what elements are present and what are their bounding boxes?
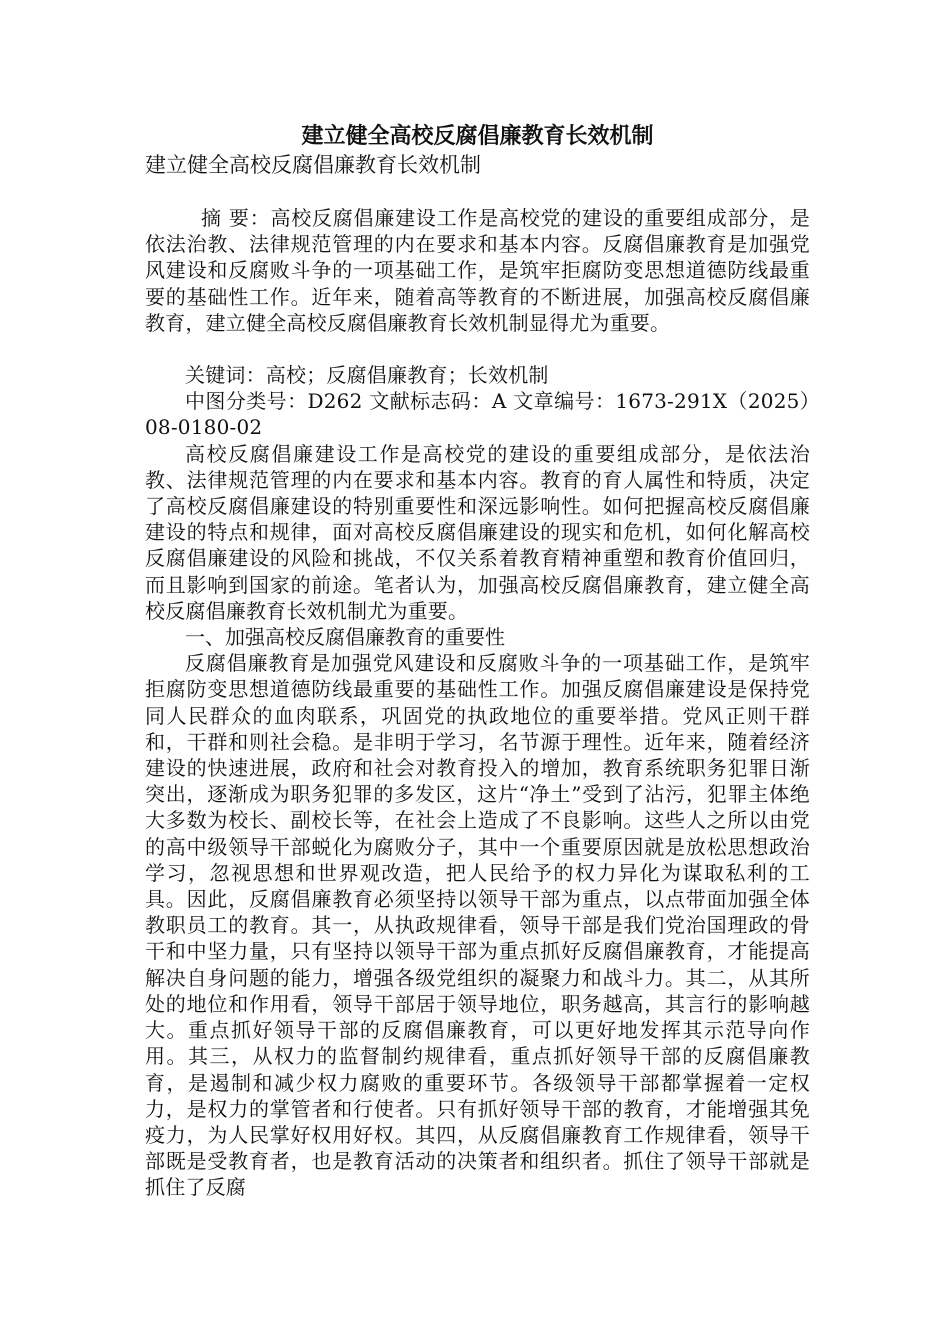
document-page — [145, 120, 810, 1201]
classification-line: 中图分类号：D262 文献标志码：A 文章编号：1673-291X（2025）08-0180-02 — [145, 389, 810, 440]
abstract-paragraph: 摘 要：高校反腐倡廉建设工作是高校党的建设的重要组成部分，是依法治教、法律规范管理的内在要求和基本内容。反腐倡廉教育是加强党风建设和反腐败斗争的一项基础工作，是筑牢拒腐防变思想道德防线最重要的基础性工作。近年来，随着高等教育的不断进展，加强高校反腐倡廉教育，建立健全高校反腐倡廉教育长效机制显得尤为重要。 — [145, 206, 810, 335]
keywords-line: 关键词：高校；反腐倡廉教育；长效机制 — [185, 363, 549, 388]
document-title: 建立健全高校反腐倡廉教育长效机制 — [301, 123, 654, 149]
section-heading: 一、加强高校反腐倡廉教育的重要性 — [185, 625, 505, 650]
document-subtitle: 建立健全高校反腐倡廉教育长效机制 — [145, 153, 481, 177]
section-body-paragraph: 反腐倡廉教育是加强党风建设和反腐败斗争的一项基础工作，是筑牢拒腐防变思想道德防线最重要的基础性工作。加强反腐倡廉建设是保持党同人民群众的血肉联系，巩固党的执政地位的重要举措。党风正则干群和，干群和则社会稳。是非明于学习，名节源于理性。近年来，随着经济建设的快速进展，政府和社会对教育投入的增加，教育系统职务犯罪日渐突出，逐渐成为职务犯罪的多发区，这片“净土”受到了沾污，犯罪主体绝大多数为校长、副校长等，在社会上造成了不良影响。这些人之所以由党的高中级领导干部蜕化为腐败分子，其中一个重要原因就是放松思想政治学习，忽视思想和世界观改造，把人民给予的权力异化为谋取私利的工具。因此，反腐倡廉教育必须坚持以领导干部为重点，以点带面加强全体教职员工的教育。其一，从执政规律看，领导干部是我们党治国理政的骨干和中坚力量，只有坚持以领导干部为重点抓好反腐倡廉教育，才能提高解决自身问题的能力，增强各级党组织的凝聚力和战斗力。其二，从其所处的地位和作用看，领导干部居于领导地位，职务越高，其言行的影响越大。重点抓好领导干部的反腐倡廉教育，可以更好地发挥其示范导向作用。其三，从权力的监督制约规律看，重点抓好领导干部的反腐倡廉教育，是遏制和减少权力腐败的重要环节。各级领导干部都掌握着一定权力，是权力的掌管者和行使者。只有抓好领导干部的教育，才能增强其免疫力，为人民掌好权用好权。其四，从反腐倡廉教育工作规律看，领导干部既是受教育者，也是教育活动的决策者和组织者。抓住了领导干部就是抓住了反腐 — [145, 651, 810, 1200]
intro-paragraph: 高校反腐倡廉建设工作是高校党的建设的重要组成部分，是依法治教、法律规范管理的内在要求和基本内容。教育的育人属性和特质，决定了高校反腐倡廉建设的特别重要性和深远影响性。如何把握高校反腐倡廉建设的特点和规律，面对高校反腐倡廉建设的现实和危机，如何化解高校反腐倡廉建设的风险和挑战，不仅关系着教育精神重塑和教育价值回归，而且影响到国家的前途。笔者认为，加强高校反腐倡廉教育，建立健全高校反腐倡廉教育长效机制尤为重要。 — [145, 441, 810, 623]
